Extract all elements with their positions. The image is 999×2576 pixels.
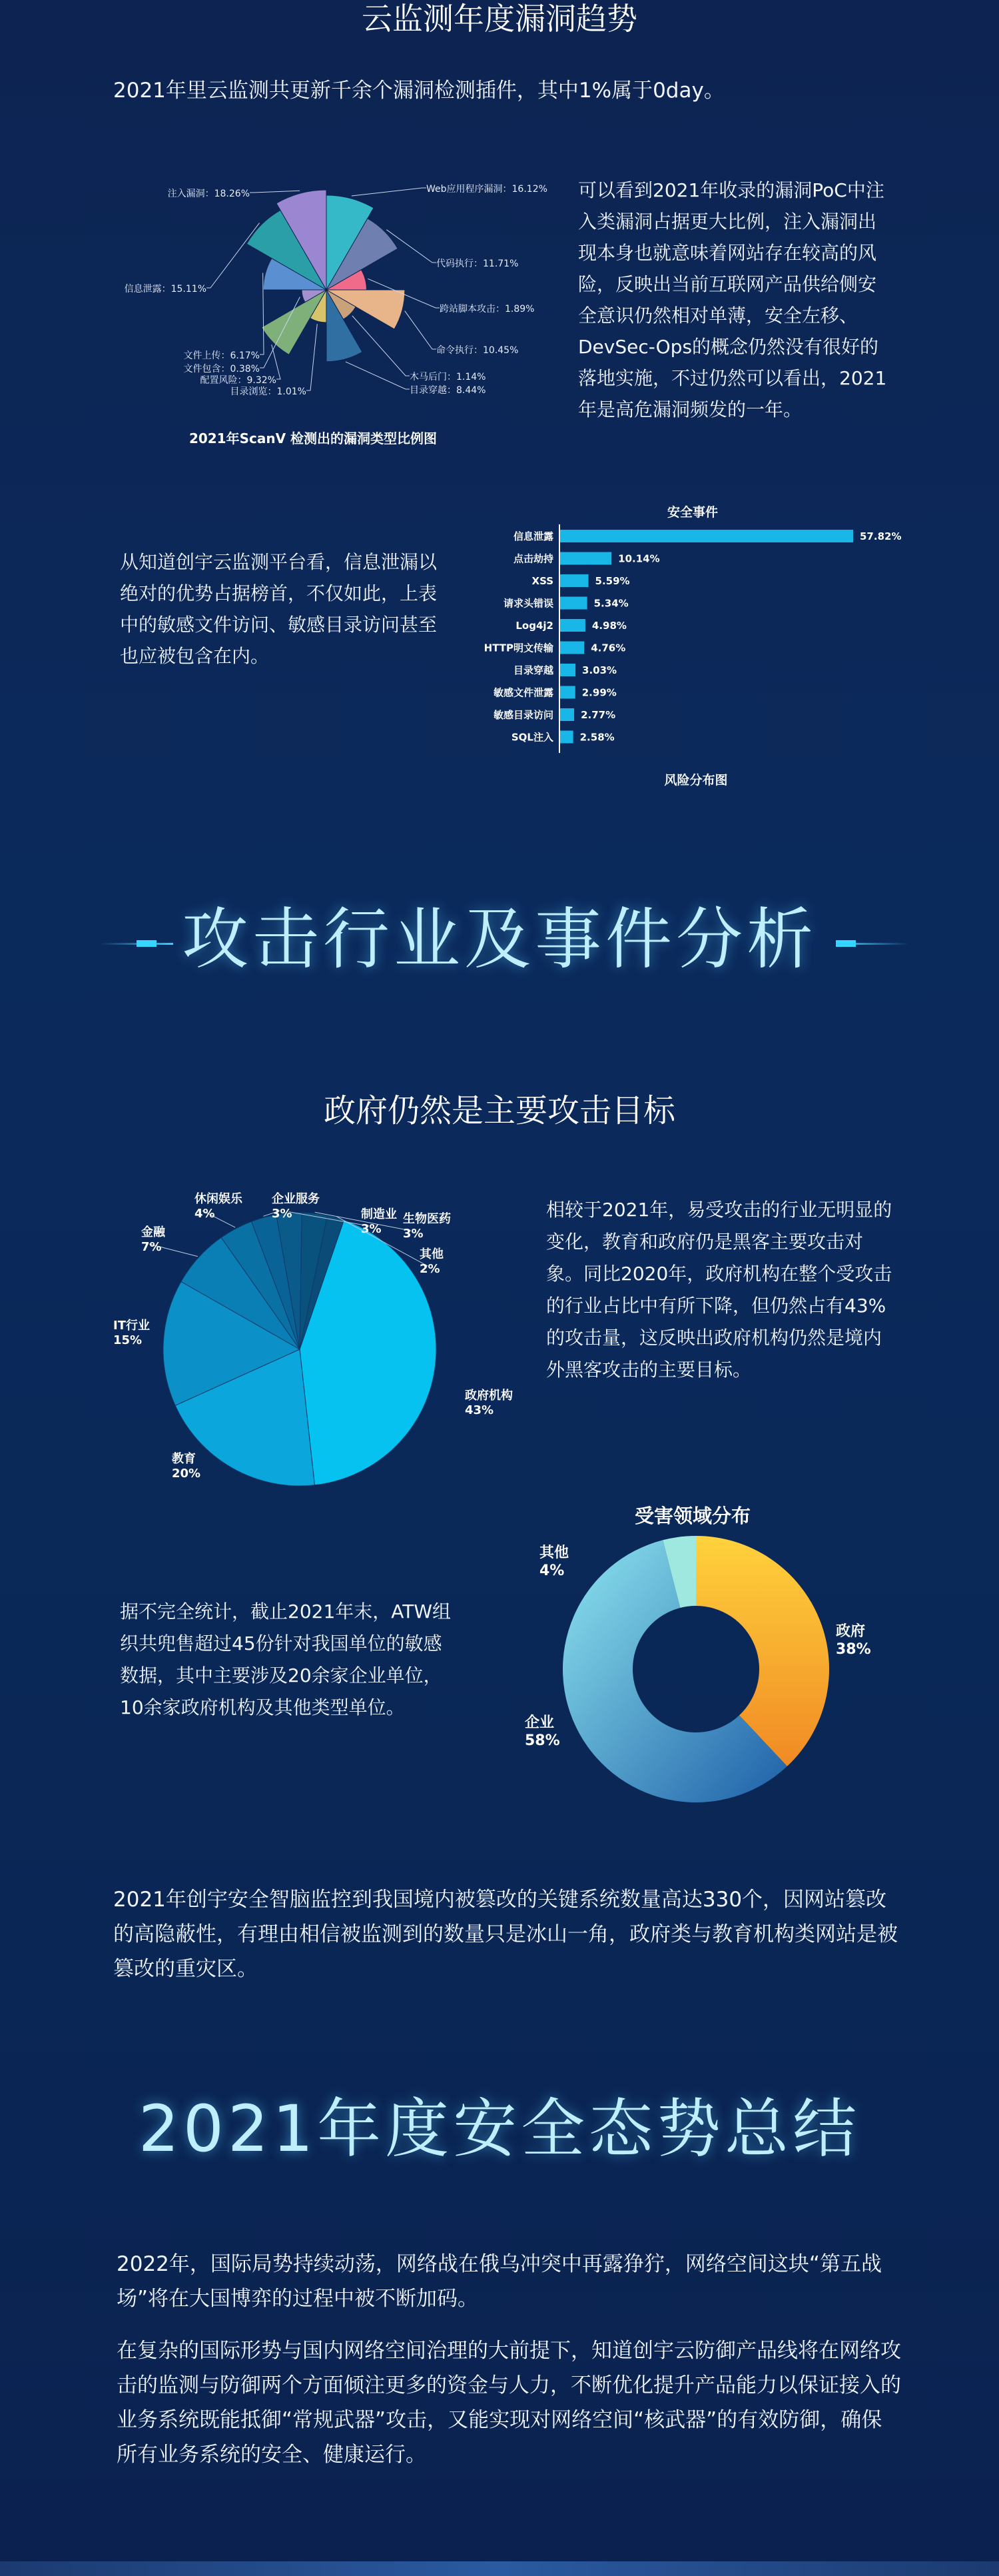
risk-bar-chart [466, 496, 946, 803]
industry-slices [163, 1213, 436, 1486]
bar-chart-caption: 风险分布图 [664, 773, 728, 788]
industry-category-label: 政府机构 [465, 1389, 513, 1403]
section2-pie-text: 相较于2021年，易受攻击的行业无明显的变化，教育和政府仍是黑客主要攻击对象。同比2020年，政府机构在整个受攻击的行业占比中有所下降，但仍然占有43%的攻击量，这反映出政府机构仍然是境内外黑客攻击的主要目标。 [546, 1199, 892, 1381]
rose-chart-title: 2021年ScanV 检测出的漏洞类型比例图 [188, 430, 438, 446]
bar [560, 686, 575, 699]
donut-value-label: 4% [539, 1563, 565, 1579]
donut-value-label: 38% [836, 1641, 871, 1658]
bar-category-label: 请求头错误 [503, 597, 553, 610]
bar-category-label: 目录穿越 [513, 664, 553, 676]
bar-value-label: 4.76% [591, 642, 626, 654]
bar [560, 530, 853, 542]
section3-title: 2021年度安全态势总结 [138, 2092, 861, 2166]
donut-slices [563, 1536, 829, 1802]
section1-side-text: 可以看到2021年收录的漏洞PoC中注入类漏洞占据更大比例，注入漏洞出现本身也就意味着网站存在较高的风险，反映出当前互联网产品供给侧安全意识仍然相对单薄，安全左移、DevSec-Ops的概念仍然没有很好的落地实施，不过仍然可以看出，2021年是高危漏洞频发的一年。 [578, 179, 887, 420]
rose-slice-label: 文件上传：6.17% [183, 350, 260, 361]
industry-value-label: 3% [361, 1222, 382, 1236]
bar [560, 619, 585, 632]
industry-category-label: 休闲娱乐 [194, 1192, 242, 1206]
donut-value-label: 58% [525, 1732, 560, 1749]
bar-value-label: 5.34% [593, 597, 629, 610]
rose-slice-label: 跨站脚本攻击：1.89% [440, 304, 535, 315]
donut-category-label: 其他 [539, 1545, 569, 1561]
bar-category-label: 点击劫持 [513, 552, 553, 565]
industry-category-label: 教育 [172, 1452, 196, 1466]
bar-group [484, 530, 902, 744]
bar-value-label: 5.59% [595, 575, 630, 587]
section3-paragraph-2: 在复杂的国际形势与国内网络空间治理的大前提下，知道创宇云防御产品线将在网络攻击的监测与防御两个方面倾注更多的资金与人力，不断优化提升产品能力以保证接入的业务系统既能抵御“常规武器”攻击，又能实现对网络空间“核武器”的有效防御，确保所有业务系统的安全、健康运行。 [117, 2339, 901, 2467]
rose-slice-label: 注入漏洞：18.26% [167, 189, 250, 199]
rose-leader-line [206, 223, 260, 288]
industry-pie-chart [100, 1179, 526, 1499]
donut-category-label: 企业 [525, 1714, 555, 1731]
rose-slice-label: 信息泄露：15.11% [124, 284, 206, 295]
bar-category-label: HTTP明文传输 [484, 642, 553, 654]
section2-subtitle: 政府仍然是主要攻击目标 [323, 1092, 675, 1129]
industry-value-label: 3% [403, 1227, 424, 1241]
section1-intro: 2021年里云监测共更新千余个漏洞检测插件，其中1%属于0day。 [113, 79, 725, 103]
bar [560, 664, 575, 676]
rose-leader-line [250, 191, 300, 193]
rose-leader-line [306, 324, 317, 390]
industry-category-label: 金融 [141, 1225, 165, 1239]
bar-category-label: 敏感文件泄露 [493, 686, 553, 699]
donut-chart-title: 受害领域分布 [634, 1505, 751, 1527]
industry-category-label: 企业服务 [272, 1192, 320, 1206]
rose-slice [262, 290, 326, 354]
section3-paragraph-1: 2022年，国际局势持续动荡，网络战在俄乌冲突中再露狰狞，网络空间这块“第五战场”将在大国博弈的过程中被不断加码。 [117, 2252, 882, 2311]
industry-category-label: 其他 [420, 1247, 444, 1261]
title-deco-right-line [836, 943, 909, 945]
industry-value-label: 3% [272, 1207, 292, 1221]
rose-slices [246, 190, 404, 362]
section2-title: 攻击行业及事件分析 [182, 900, 817, 978]
rose-slice-label: 代码执行：11.71% [436, 259, 519, 269]
bar [560, 642, 584, 654]
industry-value-label: 7% [141, 1240, 162, 1254]
bar-category-label: Log4j2 [515, 620, 553, 632]
industry-category-label: IT行业 [113, 1319, 150, 1333]
section2-donut-text: 据不完全统计，截止2021年末，ATW组织共兜售超过45份针对我国单位的敏感数据，其中主要涉及20余家企业单位，10余家政府机构及其他类型单位。 [120, 1601, 452, 1718]
industry-value-label: 4% [194, 1207, 215, 1221]
industry-value-label: 20% [172, 1467, 201, 1481]
vulnerability-rose-chart [107, 160, 573, 473]
bar-value-label: 3.03% [582, 664, 617, 676]
bar-value-label: 2.58% [579, 731, 615, 744]
rose-slice-label: 配置风险：9.32% [200, 375, 276, 386]
bar [560, 708, 574, 721]
bar-value-label: 2.99% [581, 686, 617, 699]
rose-leader-line [260, 273, 264, 354]
bar [560, 731, 573, 744]
bar [560, 552, 611, 565]
industry-value-label: 43% [465, 1403, 494, 1417]
bar-value-label: 57.82% [860, 530, 902, 542]
bar-value-label: 10.14% [618, 552, 660, 565]
industry-value-label: 2% [420, 1262, 440, 1276]
bar-value-label: 4.98% [591, 620, 627, 632]
rose-leader-line [346, 362, 410, 389]
bar-value-label: 2.77% [581, 709, 616, 721]
rose-leader-line [352, 188, 426, 196]
rose-slice-label: Web应用程序漏洞：16.12% [426, 184, 547, 195]
industry-value-label: 15% [113, 1333, 143, 1347]
victim-donut-chart [506, 1493, 892, 1812]
bar-category-label: 敏感目录访问 [493, 709, 553, 721]
section1-title: 云监测年度漏洞趋势 [362, 1, 637, 37]
bar [560, 597, 587, 610]
rose-leader-line [352, 316, 410, 376]
rose-slice-label: 目录穿越：8.44% [410, 385, 486, 396]
bar [560, 574, 589, 587]
rose-slice-label: 命令执行：10.45% [436, 345, 519, 356]
bar-category-label: SQL注入 [511, 731, 553, 744]
rose-slice-label: 文件包含：0.38% [183, 364, 260, 374]
donut-category-label: 政府 [836, 1623, 866, 1640]
section2-summary-text: 2021年创宇安全智脑监控到我国境内被篡改的关键系统数量高达330个，因网站篡改的高隐蔽性，有理由相信被监测到的数量只是冰山一角，政府类与教育机构类网站是被篡改的重灾区。 [113, 1888, 898, 1981]
rose-leader-line [405, 311, 436, 349]
rose-slice-label: 目录浏览：1.01% [230, 386, 306, 397]
industry-category-label: 生物医药 [403, 1212, 451, 1226]
bottom-bar [0, 2561, 999, 2576]
bar-chart-title: 安全事件 [667, 505, 719, 520]
industry-category-label: 制造业 [361, 1207, 397, 1221]
bar-category-label: XSS [531, 575, 553, 587]
section1-left-text: 从知道创宇云监测平台看，信息泄漏以绝对的优势占据榜首，不仅如此，上表中的敏感文件访问、敏感目录访问甚至也应被包含在内。 [120, 551, 438, 667]
bar-category-label: 信息泄露 [513, 530, 553, 542]
rose-slice-label: 木马后门：1.14% [410, 372, 486, 382]
